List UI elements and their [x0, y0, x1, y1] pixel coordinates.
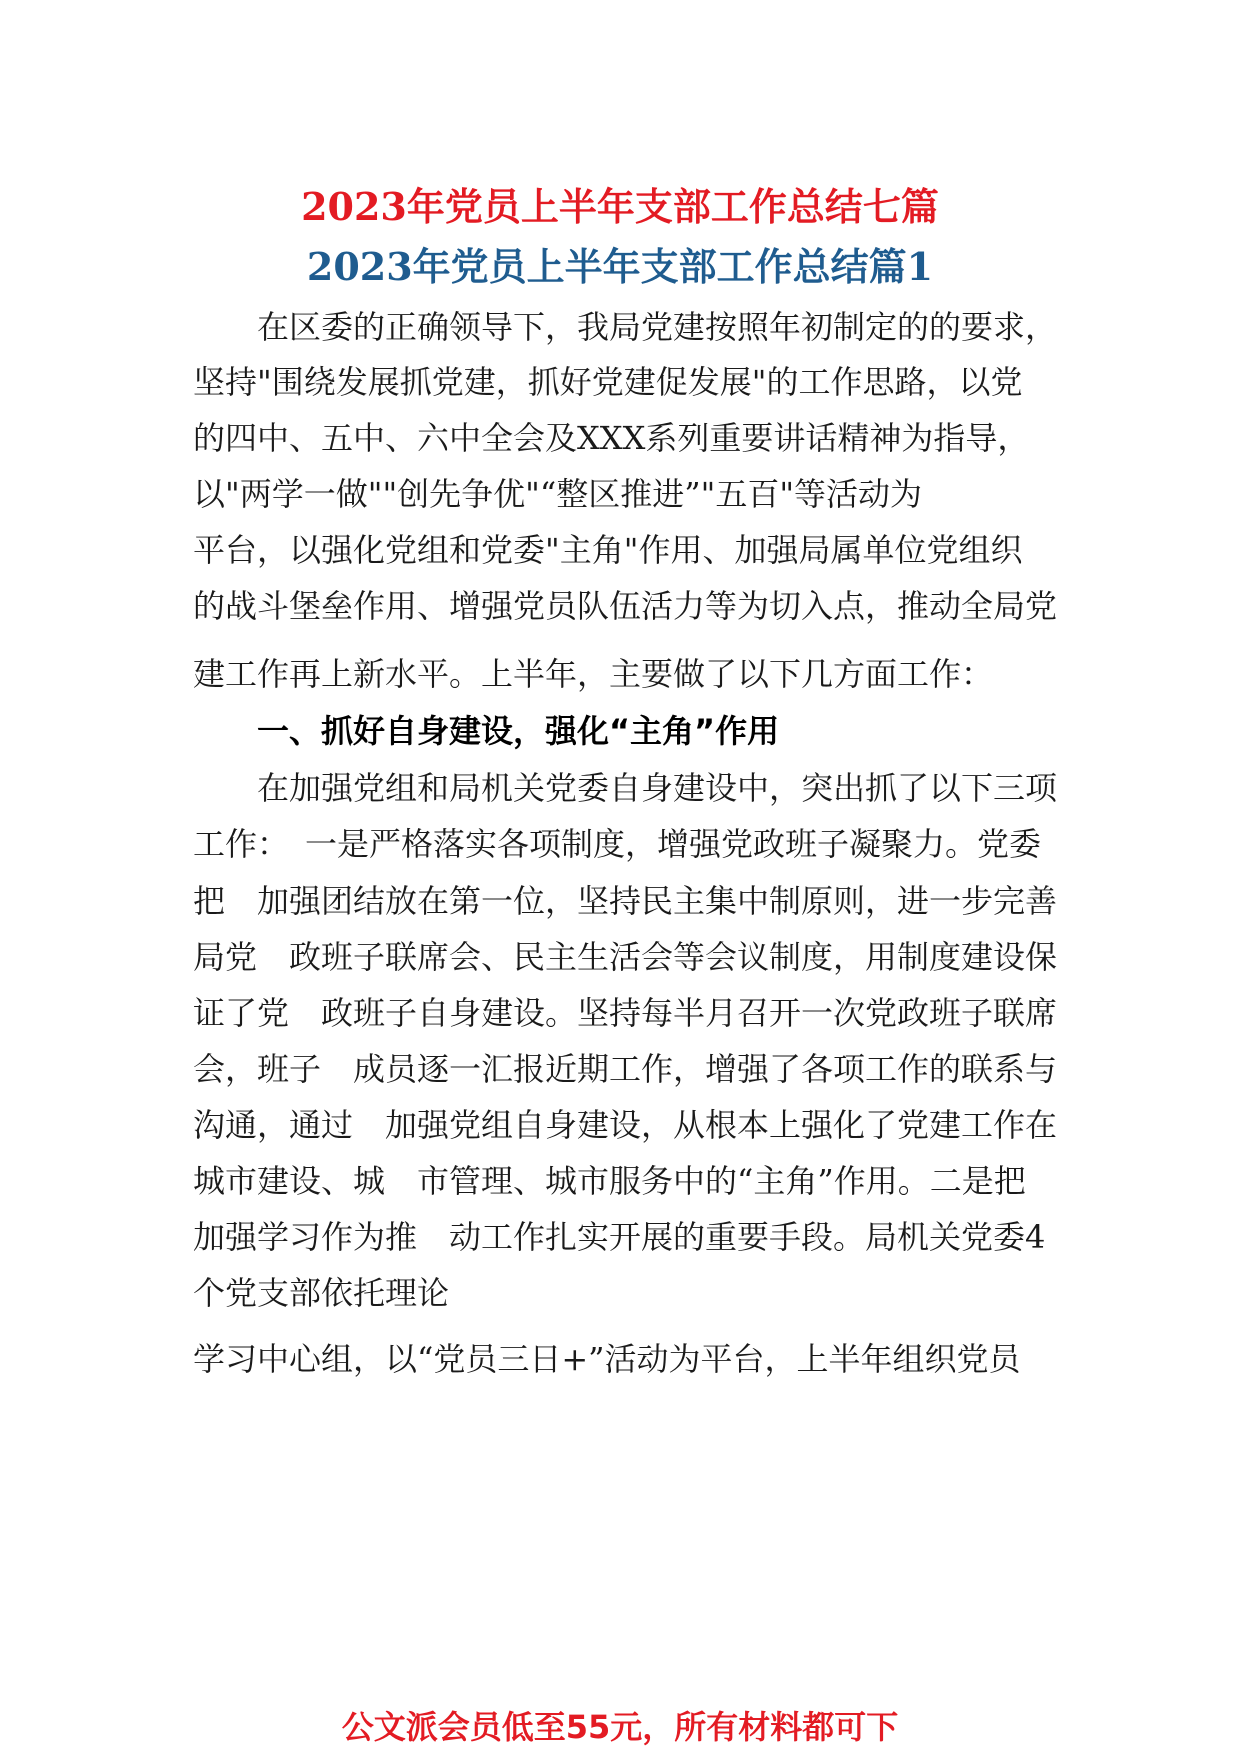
text-line: 在加强党组和局机关党委自身建设中，突出抓了以下三项 [193, 769, 1058, 807]
text-line: 把 加强团结放在第一位，坚持民主集中制原则，进一步完善 [193, 882, 1058, 920]
document-title: 2023年党员上半年支部工作总结七篇 [301, 184, 939, 229]
text-line: 城市建设、城 市管理、城市服务中的“主角”作用。二是把 [193, 1162, 1026, 1200]
promo-footer: 公文派会员低至55元，所有材料都可下 [341, 1708, 899, 1746]
text-line: 证了党 政班子自身建设。坚持每半月召开一次党政班子联席 [193, 994, 1058, 1032]
document-subtitle: 2023年党员上半年支部工作总结篇1 [306, 244, 934, 289]
text-line: 在区委的正确领导下，我局党建按照年初制定的的要求， [193, 308, 1058, 346]
section-heading: 一、抓好自身建设，强化“主角”作用 [193, 712, 780, 750]
text-line: 局党 政班子联席会、民主生活会等会议制度，用制度建设保 [193, 938, 1058, 976]
text-line: 个党支部依托理论 [193, 1274, 450, 1312]
text-line: 加强学习作为推 动工作扎实开展的重要手段。局机关党委4 [193, 1218, 1046, 1256]
text-line: 坚持"围绕发展抓党建，抓好党建促发展"的工作思路，以党 [193, 363, 1023, 401]
text-line: 会，班子 成员逐一汇报近期工作，增强了各项工作的联系与 [193, 1050, 1058, 1088]
text-line: 的战斗堡垒作用、增强党员队伍活力等为切入点，推动全局党 [193, 587, 1058, 625]
text-line: 沟通，通过 加强党组自身建设，从根本上强化了党建工作在 [193, 1106, 1058, 1144]
text-line: 以"两学一做""创先争优"“整区推进”"五百"等活动为 [193, 475, 923, 513]
text-line: 学习中心组，以“党员三日+”活动为平台，上半年组织党员 [193, 1340, 1021, 1378]
text-line: 工作： 一是严格落实各项制度，增强党政班子凝聚力。党委 [193, 825, 1042, 863]
text-line: 建工作再上新水平。上半年，主要做了以下几方面工作： [193, 655, 994, 693]
text-line: 的四中、五中、六中全会及XXX系列重要讲话精神为指导， [193, 419, 1030, 457]
text-line: 平台，以强化党组和党委"主角"作用、加强局属单位党组织 [193, 531, 1023, 569]
